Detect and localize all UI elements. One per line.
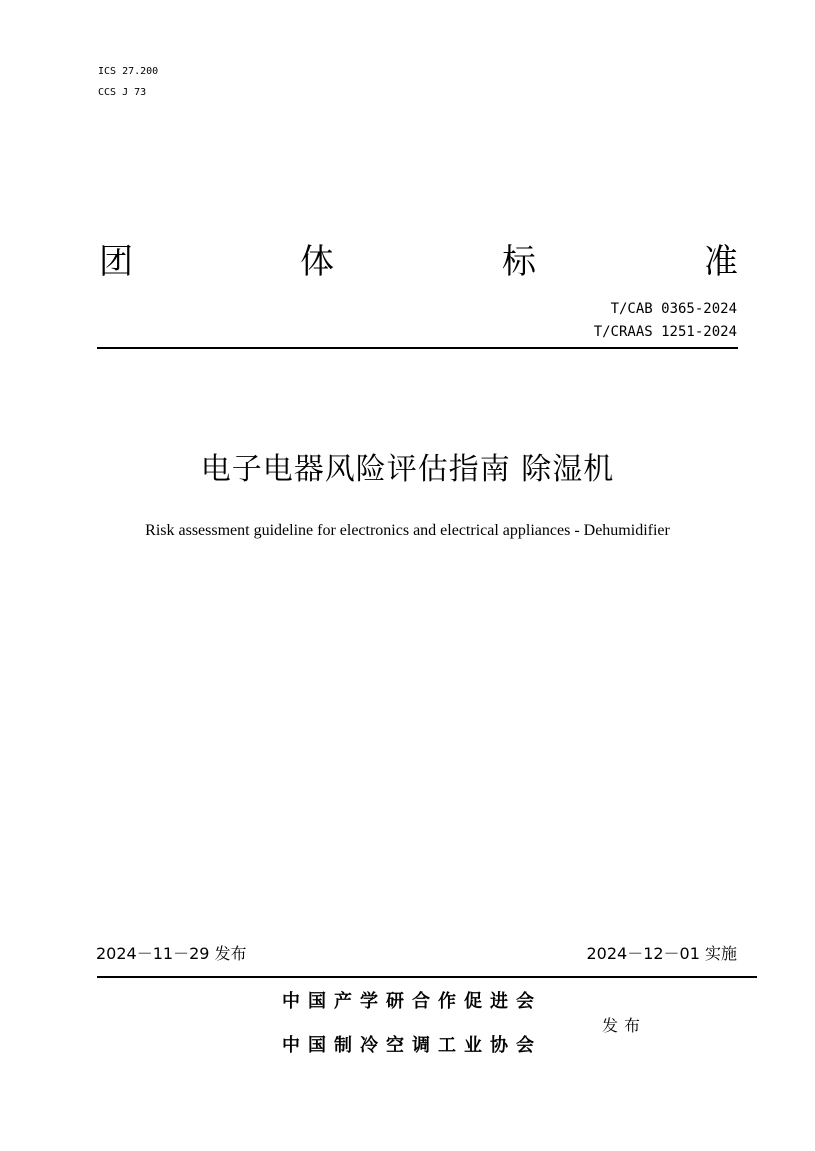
implementation-date: 2024－12－01 实施 (586, 944, 737, 963)
standard-type-char-2: 体 (300, 242, 334, 282)
standard-number-1: T/CAB 0365-2024 (610, 301, 737, 317)
header-divider (97, 347, 738, 349)
ccs-code: CCS J 73 (98, 87, 147, 98)
document-title-english: Risk assessment guideline for electronics and electrical appliances - Dehumidifier (145, 522, 670, 539)
standard-type-char-3: 标 (502, 242, 536, 282)
document-title-chinese: 电子电器风险评估指南 除湿机 (200, 452, 615, 487)
footer-divider (97, 976, 757, 978)
standard-number-2: T/CRAAS 1251-2024 (593, 324, 737, 340)
release-date: 2024－11－29 发布 (96, 944, 247, 963)
ics-code: ICS 27.200 (98, 66, 159, 77)
standard-type-char-1: 团 (99, 242, 133, 282)
publisher-name-1: 中国产学研合作促进会 (282, 991, 542, 1012)
publisher-name-2: 中国制冷空调工业协会 (282, 1035, 542, 1056)
standard-type-char-4: 准 (704, 242, 738, 282)
publish-label: 发布 (602, 1016, 647, 1035)
